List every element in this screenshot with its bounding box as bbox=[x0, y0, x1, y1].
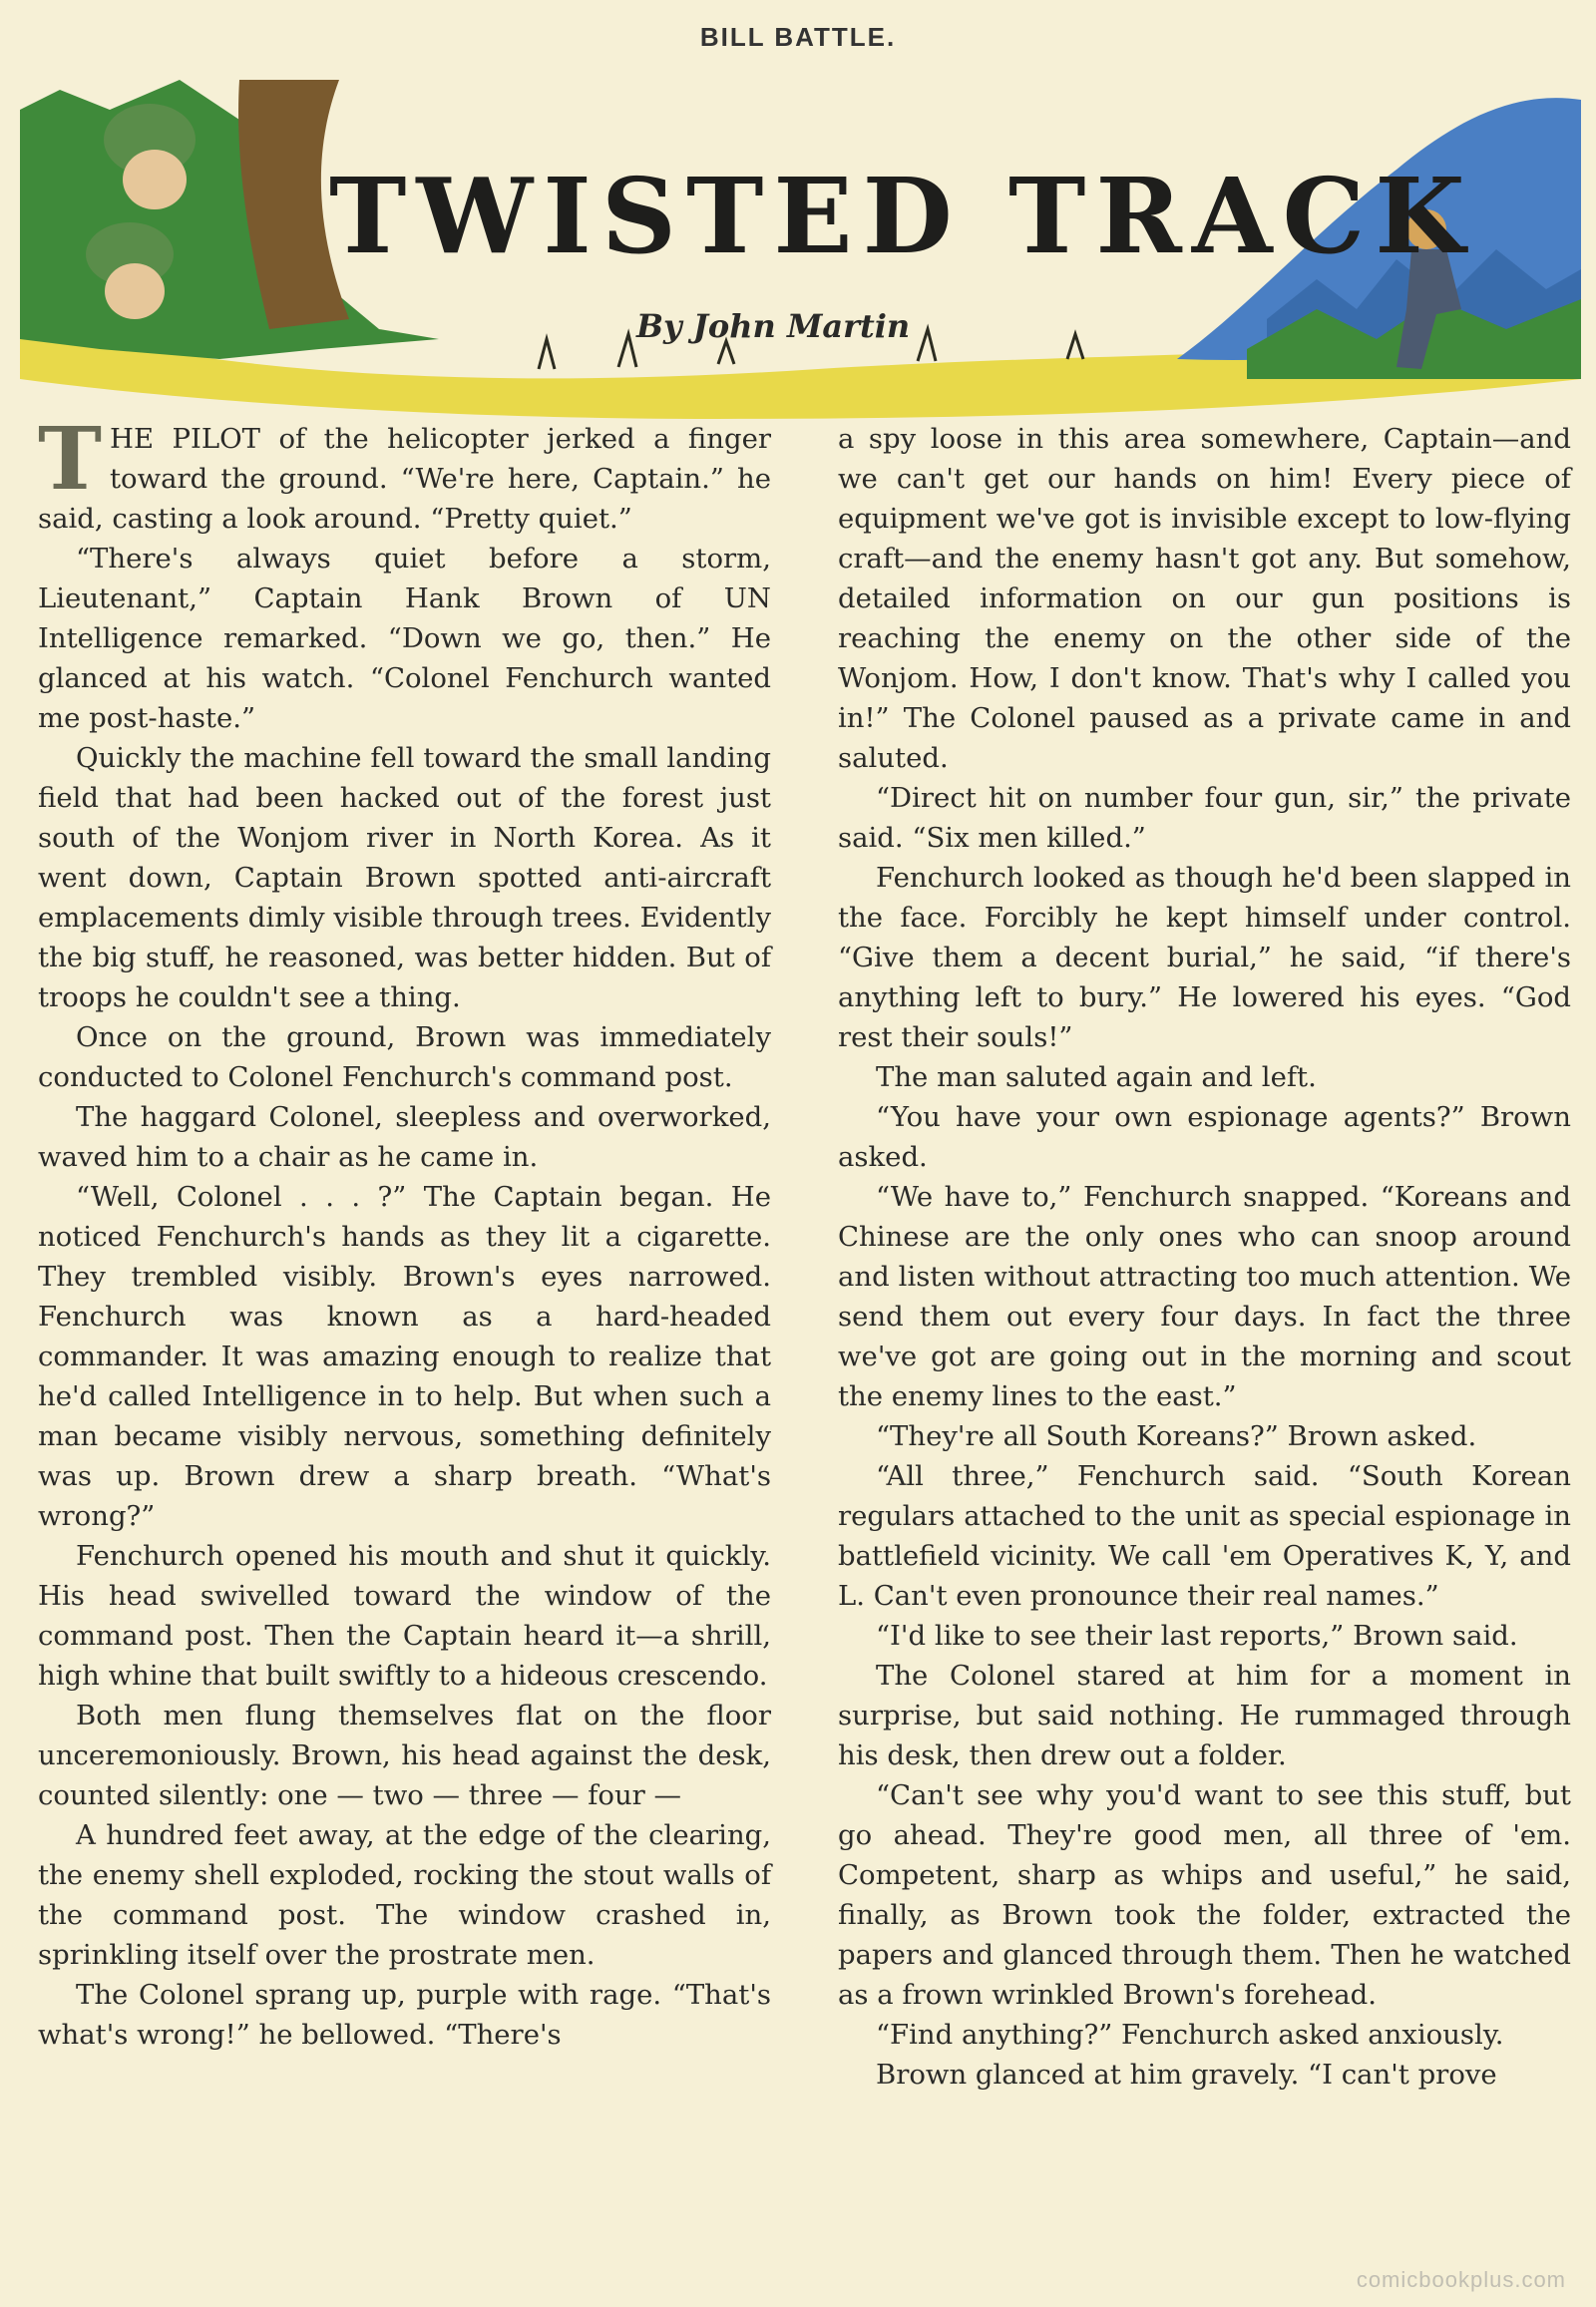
paragraph: “Find anything?” Fenchurch asked anxiously. bbox=[876, 2019, 1504, 2051]
paragraph: a spy loose in this area somewhere, Captain—and we can't get our hands on him! Every piece of equipment we've got is invisible except to low-flying craft—and the enemy hasn't got any. But somehow, detailed information on our gun positions is reaching the enemy on the other side of the Wonjom. How, I don't know. That's why I called you in!” The Colonel paused as a private came in and saluted. bbox=[838, 423, 1571, 774]
paragraph: “Well, Colonel . . . ?” The Captain began. He noticed Fenchurch's hands as they lit a cigarette. They trembled visibly. Brown's eyes narrowed. Fenchurch was known as a hard-headed commander. It was amazing enough to realize that he'd called Intelligence in to help. But when such a man became visibly nervous, something definitely was up. Brown drew a sharp breath. “What's wrong?” bbox=[38, 1181, 771, 1532]
paragraph: “There's always quiet before a storm, Lieutenant,” Captain Hank Brown of UN Intelligence remarked. “Down we go, then.” He glanced at his watch. “Colonel Fenchurch wanted me post-haste.” bbox=[38, 543, 771, 734]
paragraph: “Can't see why you'd want to see this stuff, but go ahead. They're good men, all three of 'em. Competent, sharp as whips and useful,” he said, finally, as Brown took the folder, extracted the papers and glanced through them. Then he watched as a frown wrinkled Brown's forehead. bbox=[838, 1779, 1571, 2011]
paragraph: The Colonel stared at him for a moment in surprise, but said nothing. He rummaged through his desk, then drew out a folder. bbox=[838, 1660, 1571, 1771]
watermark: comicbookplus.com bbox=[1356, 2267, 1566, 2292]
running-head: BILL BATTLE. bbox=[699, 22, 897, 52]
paragraph: The haggard Colonel, sleepless and overworked, waved him to a chair as he came in. bbox=[38, 1101, 771, 1173]
right-text-column bbox=[838, 419, 1571, 2095]
paragraph bbox=[38, 409, 771, 539]
soldier-face-1 bbox=[123, 150, 187, 209]
paragraph: “All three,” Fenchurch said. “South Korean regulars attached to the unit as special espionage in battlefield vicinity. We call 'em Operatives K, Y, and L. Can't even pronounce their real names.” bbox=[838, 1460, 1571, 1612]
paragraph: “They're all South Koreans?” Brown asked. bbox=[876, 1420, 1477, 1452]
soldier-face-2 bbox=[105, 263, 165, 319]
paragraph: Once on the ground, Brown was immediately conducted to Colonel Fenchurch's command post. bbox=[38, 1021, 771, 1093]
paragraph: A hundred feet away, at the edge of the clearing, the enemy shell exploded, rocking the stout walls of the command post. The window crashed in, sprinkling itself over the prostrate men. bbox=[38, 1819, 771, 1971]
story-title: TWISTED TRACK bbox=[329, 155, 1475, 277]
left-text-column bbox=[38, 409, 771, 2055]
paragraph: “You have your own espionage agents?” Brown asked. bbox=[838, 1101, 1571, 1173]
paragraph: “We have to,” Fenchurch snapped. “Koreans and Chinese are the only ones who can snoop around and listen without attracting too much attention. We send them out every four days. In fact the three we've got are going out in the morning and scout the enemy lines to the east.” bbox=[838, 1181, 1571, 1412]
paragraph: The Colonel sprang up, purple with rage. “That's what's wrong!” he bellowed. “There's bbox=[38, 1979, 771, 2051]
paragraph: Quickly the machine fell toward the small landing field that had been hacked out of the forest just south of the Wonjom river in North Korea. As it went down, Captain Brown spotted anti-aircraft emplacements dimly visible through trees. Evidently the big stuff, he reasoned, was better hidden. But of troops he couldn't see a thing. bbox=[38, 742, 771, 1013]
paragraph: The man saluted again and left. bbox=[876, 1061, 1317, 1093]
paragraph: Both men flung themselves flat on the floor unceremoniously. Brown, his head against the desk, counted silently: one — two — three — four — bbox=[38, 1700, 771, 1811]
drop-cap: T bbox=[38, 409, 102, 510]
byline: By John Martin bbox=[636, 307, 911, 345]
paragraph-text: HE PILOT of the helicopter jerked a finger toward the ground. “We're here, Captain.” he said, casting a look around. “Pretty quiet.” bbox=[38, 423, 771, 535]
paragraph: “Direct hit on number four gun, sir,” the private said. “Six men killed.” bbox=[838, 782, 1571, 854]
paragraph: “I'd like to see their last reports,” Brown said. bbox=[876, 1620, 1518, 1652]
paragraph: Brown glanced at him gravely. “I can't prove bbox=[876, 2059, 1497, 2091]
paragraph: Fenchurch looked as though he'd been slapped in the face. Forcibly he kept himself under control. “Give them a decent burial,” he said, “if there's anything left to bury.” He lowered his eyes. “God rest their souls!” bbox=[838, 862, 1571, 1053]
paragraph: Fenchurch opened his mouth and shut it quickly. His head swivelled toward the window of the command post. Then the Captain heard it—a shrill, high whine that built swiftly to a hideous crescendo. bbox=[38, 1540, 771, 1692]
